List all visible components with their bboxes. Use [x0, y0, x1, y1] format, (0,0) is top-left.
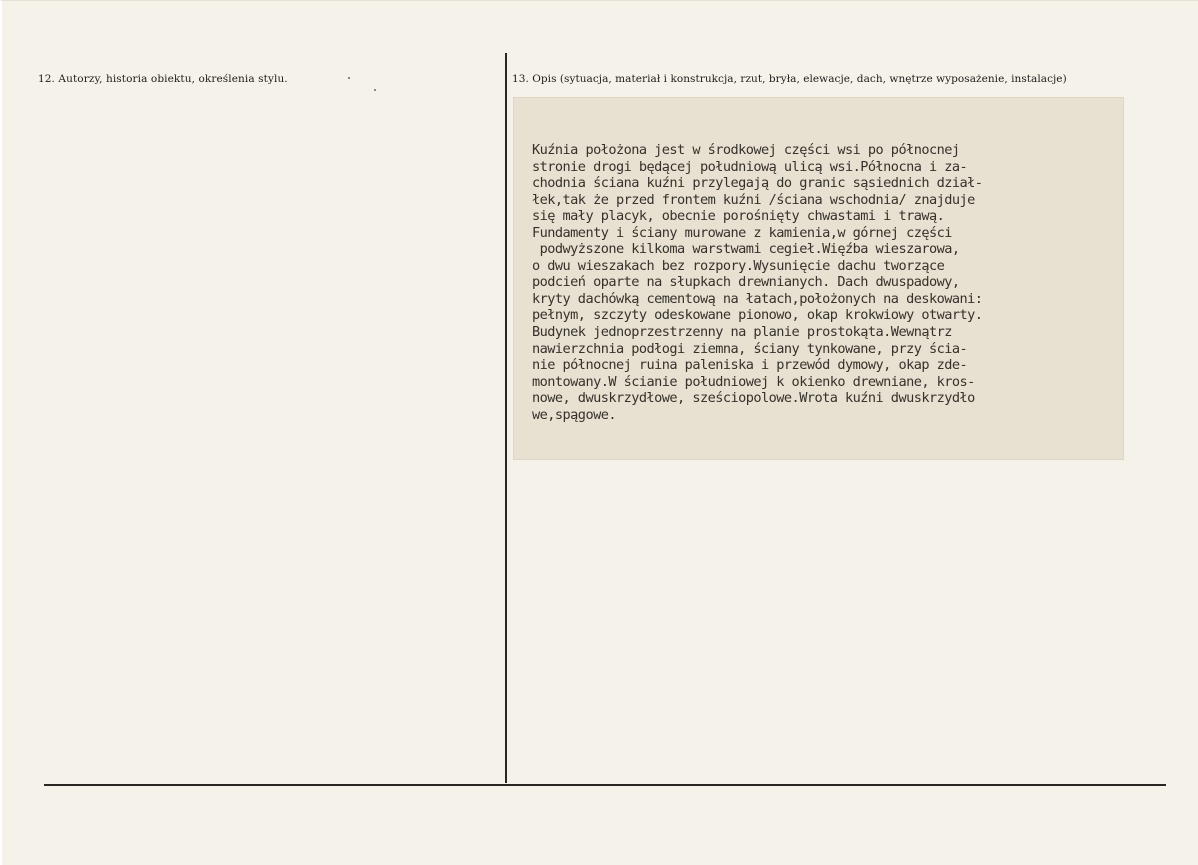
- paper-speck: [374, 89, 376, 91]
- typed-line: się mały placyk, obecnie porośnięty chwastami i trawą.: [532, 208, 945, 225]
- typed-line: podwyższone kilkoma warstwami cegieł.Więźba wieszarowa,: [532, 241, 960, 258]
- typed-line: montowany.W ścianie południowej k okienko drewniane, kros-: [532, 373, 975, 390]
- paper-speck: [348, 77, 350, 79]
- typed-line: we,spągowe.: [532, 406, 616, 423]
- section-12-heading: 12. Autorzy, historia obiektu, określenia stylu.: [38, 73, 288, 85]
- typed-line: pełnym, szczyty odeskowane pionowo, okap krokwiowy otwarty.: [532, 307, 983, 324]
- bottom-rule: [44, 784, 1166, 786]
- typed-line: o dwu wieszakach bez rozpory.Wysunięcie dachu tworzące: [532, 257, 945, 274]
- typed-line: kryty dachówką cementową na łatach,położonych na deskowani:: [532, 290, 983, 307]
- vertical-divider: [505, 53, 507, 783]
- typed-line: chodnia ściana kuźni przylegają do granic sąsiednich dział-: [532, 175, 983, 192]
- typed-line: Fundamenty i ściany murowane z kamienia,w górnej części: [532, 224, 952, 241]
- typed-line: Budynek jednoprzestrzenny na planie prostokąta.Wewnątrz: [532, 324, 952, 341]
- typed-line: nowe, dwuskrzydłowe, sześciopolowe.Wrota kuźni dwuskrzydło: [532, 390, 975, 407]
- section-13-heading: 13. Opis (sytuacja, materiał i konstrukcja, rzut, bryła, elewacje, dach, wnętrze wyposażenie, instalacje): [512, 73, 1067, 85]
- typed-description-text: [532, 142, 982, 423]
- typed-line: nie północnej ruina paleniska i przewód dymowy, okap zde-: [532, 357, 968, 374]
- typed-line: Kuźnia położona jest w środkowej części wsi po północnej: [532, 142, 960, 158]
- typed-description-slip: [514, 98, 1123, 459]
- typed-line: podcień oparte na słupkach drewnianych. Dach dwuspadowy,: [532, 274, 960, 291]
- typed-line: nawierzchnia podłogi ziemna, ściany tynkowane, przy ścia-: [532, 340, 968, 357]
- typed-line: łek,tak że przed frontem kuźni /ściana wschodnia/ znajduje: [532, 191, 975, 208]
- typed-line: stronie drogi będącej południową ulicą wsi.Północna i za-: [532, 158, 968, 175]
